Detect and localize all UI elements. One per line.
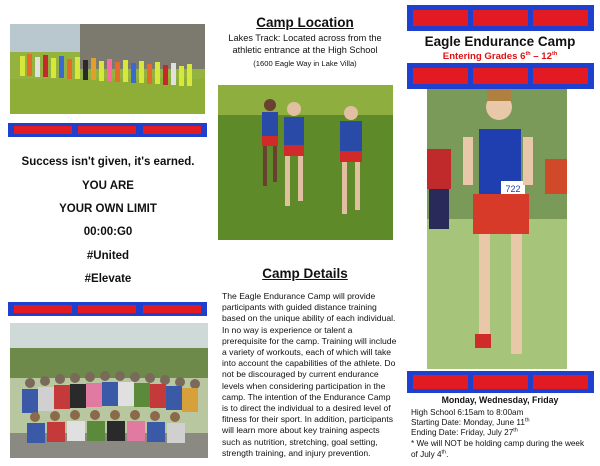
decorative-stripe [407,5,594,31]
camp-title: Eagle Endurance Camp [424,34,576,49]
holiday-note-text: * We will NOT be holding camp during the week of July 4 [411,439,585,459]
motto-line: 00:00:G0 [83,226,133,238]
grades-sup: th [525,50,531,57]
holiday-note [411,439,591,460]
grades-label [405,51,595,62]
motto-line: YOUR OWN LIMIT [59,203,157,215]
camp-details-body: The Eagle Endurance Camp will provide participants with guided distance training based on the unique ability of each individual. In no way is experience or talent a prerequisite for the camp. Training will include a variety of workouts, each of which will take into account the capabilities of the athlete. Do not be discouraged by current endurance levels when considering participation in the camp. The intention of the Endurance Camp is to direct the individual to a desired level of fitness for their sport. In addition, participants will learn more about key training aspects such as nutrition, stretching, goal setting, strength training, and injury prevention. [222,291,397,458]
decorative-stripe [407,371,594,393]
end-date [411,428,596,439]
motto-line: #United [86,250,130,262]
grades-text: Entering Grades 6 [442,51,526,62]
decorative-stripe [407,63,594,89]
decorative-stripe [8,123,207,137]
team-running-photo [10,24,205,114]
motto-line: Success isn't given, it's earned. [21,156,195,168]
end-date-sup: th [513,427,518,434]
decorative-stripe [8,302,207,316]
camp-location-title: Camp Location [256,15,354,30]
camp-location-address: (1600 Eagle Way in Lake Villa) [253,59,357,68]
grades-sup: th [551,50,558,57]
bib-number: 722 [505,184,521,194]
group-photo [10,323,208,458]
end-date-text: Ending Date: Friday, July 27 [411,428,514,437]
runner-photo [427,89,567,369]
motto-line: YOU ARE [82,180,134,192]
grades-text: – 12 [530,51,552,62]
camp-location-line: athletic entrance at the High School [232,45,378,55]
camp-details-title: Camp Details [262,266,348,281]
camp-time: High School 6:15am to 8:00am [411,408,524,417]
holiday-note-end: . [446,449,449,459]
start-date-text: Starting Date: Monday, June 11 [411,418,525,427]
camp-days: Monday, Wednesday, Friday [441,395,559,405]
start-date [411,418,596,429]
start-date-sup: th [524,417,530,424]
runners-photo [218,85,393,240]
holiday-note-sup: th [441,448,447,455]
motto-line: #Elevate [84,273,132,285]
camp-location-line: Lakes Track: Located across from the [228,33,382,43]
